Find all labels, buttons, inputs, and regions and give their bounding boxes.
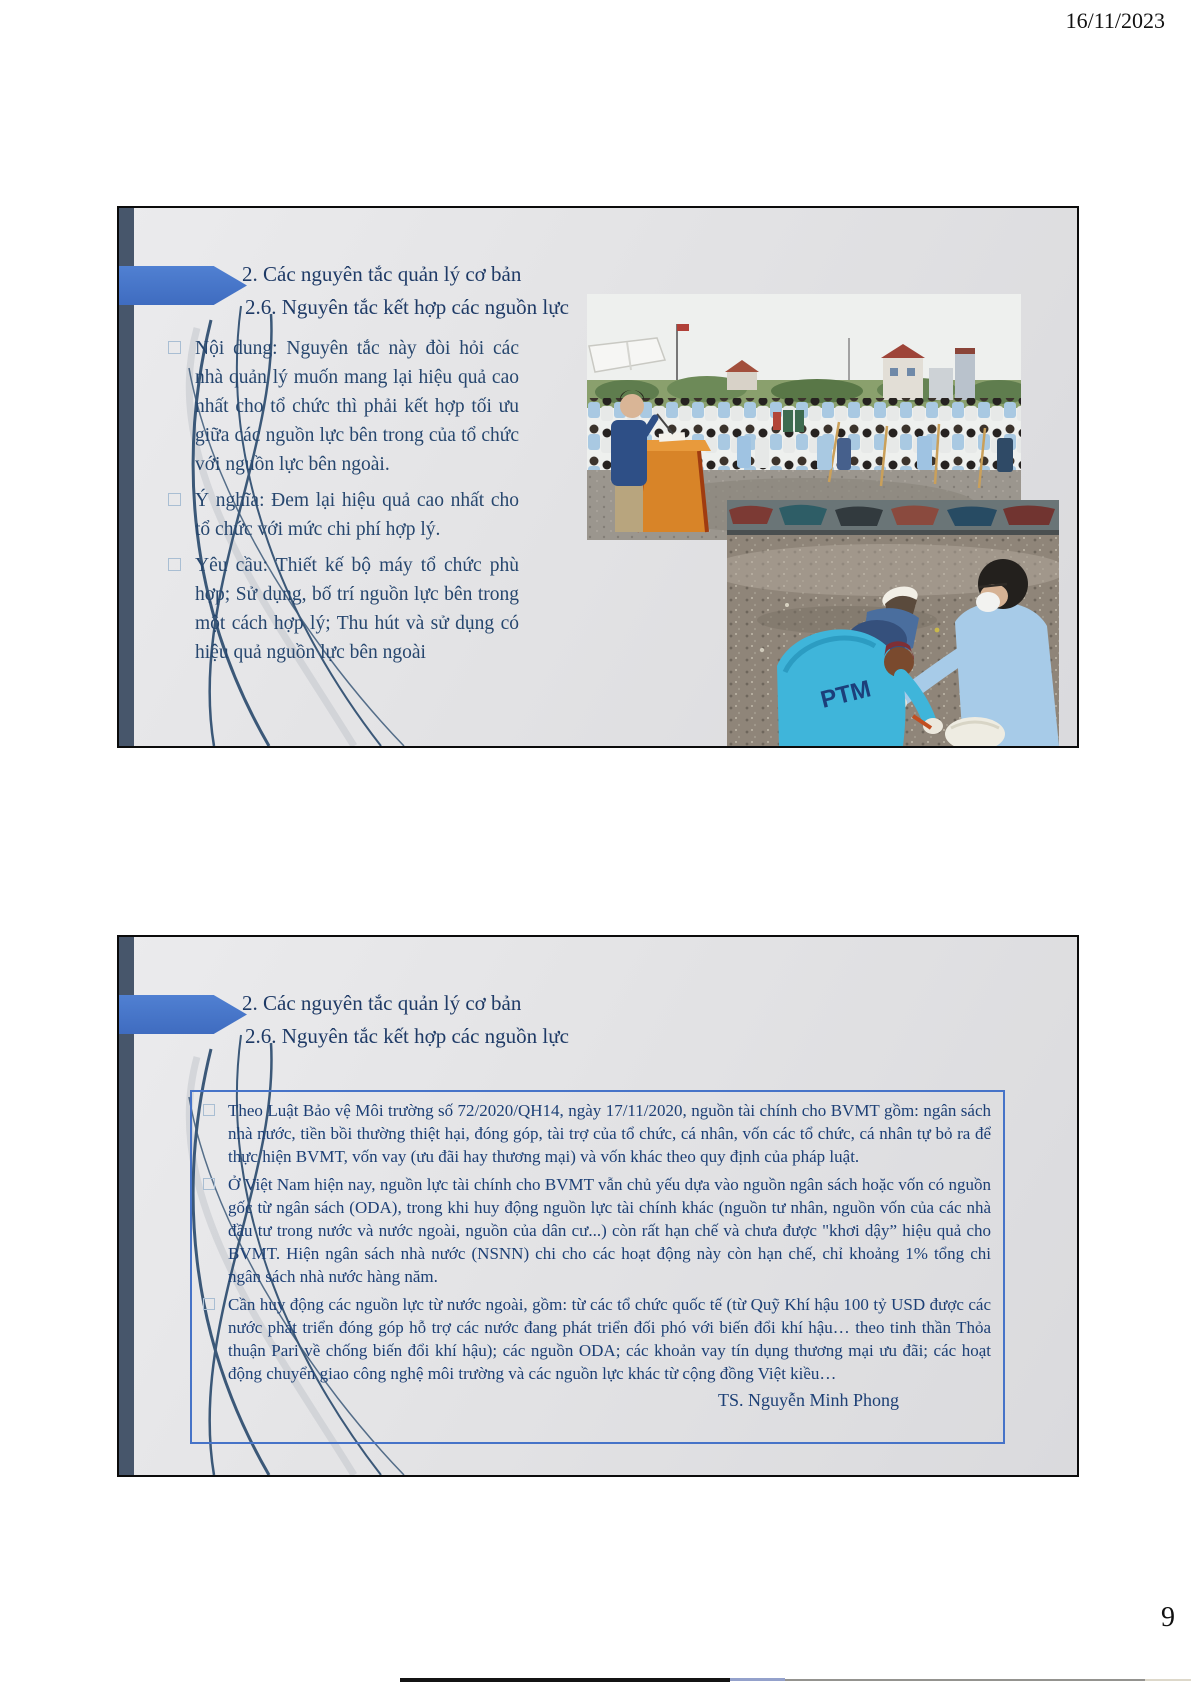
- list-item: [167, 486, 519, 544]
- bullet-square-icon: [203, 1104, 215, 1116]
- slide-title: [242, 987, 862, 1053]
- bullet-square-icon: [168, 493, 181, 506]
- beach-cleanup-illustration: [727, 500, 1059, 746]
- bullet-text: Ý nghĩa: Đem lại hiệu quả cao nhất cho tổ chức với mức chi phí hợp lý.: [195, 490, 519, 540]
- slide-title-line2: 2.6. Nguyên tắc kết hợp các nguồn lực: [245, 1024, 569, 1048]
- list-item: [167, 334, 519, 479]
- cut-line-segment: [785, 1679, 1145, 1681]
- bullet-text: Cần huy động các nguồn lực từ nước ngoài, gồm: từ các tổ chức quốc tế (từ Quỹ Khí hậu 100 tỷ USD được các nước phát triển đóng góp hỗ trợ các nước đang phát triển đối phó với biến đổi khí hậu… theo tinh thần Thỏa thuận Pari về chống biến đổi khí hậu); các nguồn ODA; các khoản vay tín dụng thương mại ưu đãi; các hoạt động chuyển giao công nghệ môi trường và các nguồn lực khác từ cộng đồng Việt kiều…: [228, 1295, 991, 1383]
- bullet-text: Nội dung: Nguyên tắc này đòi hỏi các nhà quản lý muốn mang lại hiệu quả cao nhất cho tổ chức thì phải kết hợp tối ưu giữa các nguồn lực bên trong của tổ chức với nguồn lực bên ngoài.: [195, 338, 519, 475]
- header-date: 16/11/2023: [1065, 8, 1165, 33]
- list-item: [201, 1173, 991, 1288]
- bullet-square-icon: [168, 341, 181, 354]
- list-item: [201, 1099, 991, 1168]
- bullet-text: Theo Luật Bảo vệ Môi trường số 72/2020/QH14, ngày 17/11/2020, nguồn tài chính cho BVMT gồm: ngân sách nhà nước, tiền bồi thường thiệt hại, đóng góp, tài trợ của tổ chức, cá nhân, vốn các tổ chức, cá nhân tự bỏ ra để thực hiện BVMT, vốn vay (ưu đãi hay thương mại) và vốn khác theo quy định của pháp luật.: [228, 1101, 991, 1166]
- slide-2: [117, 935, 1079, 1477]
- page-number: 9: [1161, 1602, 1175, 1633]
- bullet-square-icon: [168, 558, 181, 571]
- svg-text:PTM: PTM: [817, 675, 874, 714]
- slide-title-line2: 2.6. Nguyên tắc kết hợp các nguồn lực: [245, 295, 569, 319]
- cut-line-segment: [1145, 1679, 1191, 1681]
- slide1-bullet-list: [167, 334, 519, 674]
- slide2-bullet-list: [201, 1099, 991, 1385]
- author-signature: TS. Nguyễn Minh Phong: [717, 1390, 899, 1410]
- cut-line-segment: [400, 1678, 730, 1682]
- photo-beach-cleanup: [727, 500, 1059, 746]
- bullet-square-icon: [203, 1178, 215, 1190]
- slide-1: [117, 206, 1079, 748]
- bullet-text: Yêu cầu: Thiết kế bộ máy tổ chức phù hợp; Sử dụng, bố trí nguồn lực bên trong một cách hợp lý; Thu hút và sử dụng có hiệu quả nguồn lực bên ngoài: [195, 555, 519, 663]
- next-slide-cut-line: [0, 1678, 1191, 1684]
- list-item: [201, 1293, 991, 1385]
- list-item: [167, 551, 519, 667]
- bullet-square-icon: [203, 1298, 215, 1310]
- cut-line-segment: [730, 1678, 785, 1681]
- content-textbox: [190, 1090, 1005, 1444]
- slide-title-line1: 2. Các nguyên tắc quản lý cơ bản: [242, 991, 522, 1015]
- slide-title-line1: 2. Các nguyên tắc quản lý cơ bản: [242, 262, 522, 286]
- bullet-text: Ở Việt Nam hiện nay, nguồn lực tài chính cho BVMT vẫn chủ yếu dựa vào nguồn ngân sách hoặc vốn có nguồn gốc từ ngân sách (ODA), trong khi huy động nguồn lực tài chính khác (nguồn tư nhân, nguồn vốn của các nhà đầu tư trong nước và nước ngoài, nguồn của dân cư...) còn rất hạn chế và chưa được "khơi dậy” hiệu quả cho BVMT. Hiện ngân sách nhà nước (NSNN) chi cho các hoạt động này còn hạn chế, chỉ khoảng 1% tổng chi ngân sách nhà nước hàng năm.: [228, 1175, 991, 1286]
